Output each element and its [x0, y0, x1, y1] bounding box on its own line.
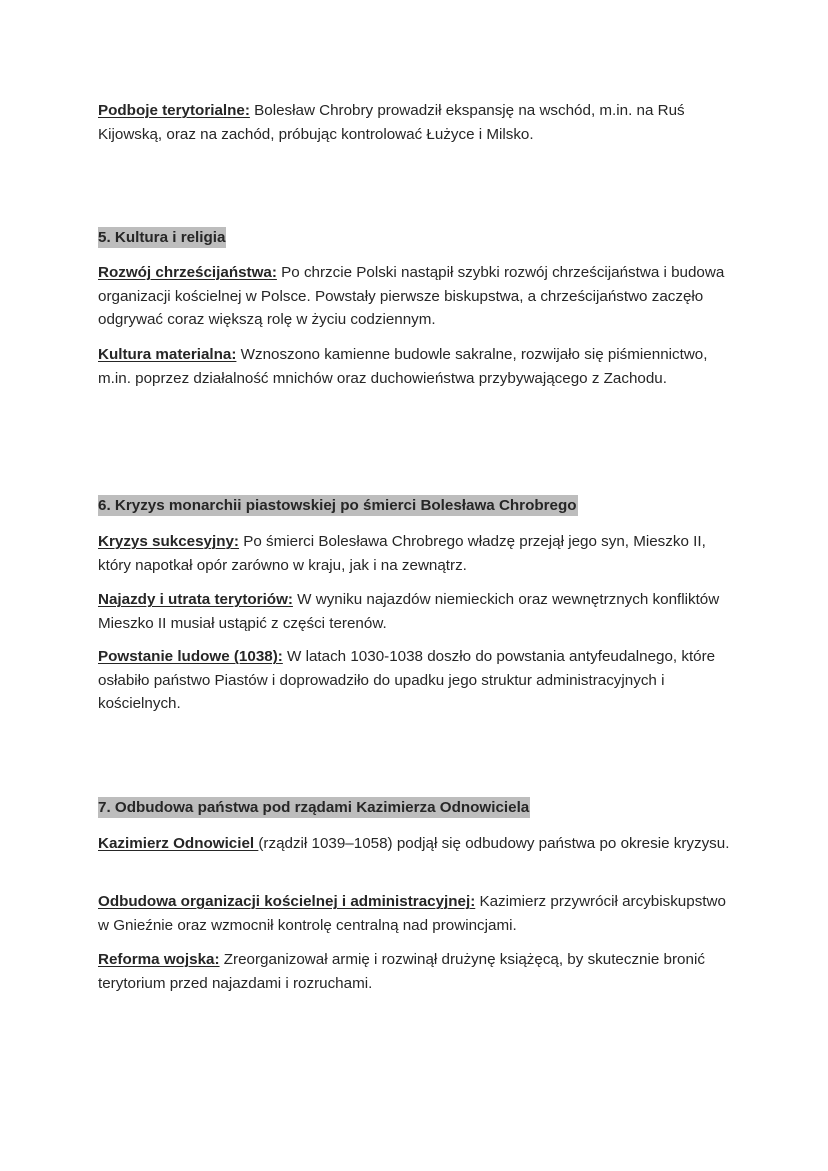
section-heading: 6. Kryzys monarchii piastowskiej po śmierci Bolesława Chrobrego [98, 497, 577, 514]
section-heading-7 [98, 797, 738, 818]
paragraph-item [98, 343, 738, 390]
section-heading: 5. Kultura i religia [98, 229, 226, 246]
paragraph-text: W latach 1030-1038 doszło do powstania antyfeudalnego, które osłabiło państwo Piastów i doprowadziło do upadku jego struktur administracyjnych i kościelnych. [98, 648, 716, 713]
paragraph-text: Bolesław Chrobry prowadził ekspansję na wschód, m.in. na Ruś Kijowską, oraz na zachód, próbując kontrolować Łużyce i Milsko. [98, 102, 685, 143]
intro-paragraph [98, 99, 738, 146]
paragraph-item [98, 645, 738, 716]
term-label: Kryzys sukcesyjny: [98, 533, 239, 550]
paragraph-text: Po chrzcie Polski nastąpił szybki rozwój chrześcijaństwa i budowa organizacji kościelnej w Polsce. Powstały pierwsze biskupstwa, a chrześcijaństwo zaczęło odgrywać coraz większą rolę w życiu codziennym. [98, 264, 725, 329]
section-heading-5 [98, 227, 738, 248]
section-heading-6 [98, 495, 738, 516]
paragraph-item [98, 261, 738, 332]
term-label: Najazdy i utrata terytoriów: [98, 591, 293, 608]
paragraph-text: Po śmierci Bolesława Chrobrego władzę przejął jego syn, Mieszko II, który napotkał opór zarówno w kraju, jak i na zewnątrz. [98, 533, 706, 574]
paragraph-text: (rządził 1039–1058) podjął się odbudowy państwa po okresie kryzysu. [258, 835, 730, 852]
term-label: Kultura materialna: [98, 346, 237, 363]
paragraph-item [98, 948, 738, 995]
term-label: Podboje terytorialne: [98, 102, 250, 119]
term-label: Odbudowa organizacji kościelnej i administracyjnej: [98, 893, 476, 910]
term-label: Reforma wojska: [98, 951, 220, 968]
paragraph-text: Wznoszono kamienne budowle sakralne, rozwijało się piśmiennictwo, m.in. poprzez działalność mnichów oraz duchowieństwa przybywającego z Zachodu. [98, 346, 708, 387]
paragraph-text: Zreorganizował armię i rozwinął drużynę książęcą, by skutecznie bronić terytorium przed najazdami i rozruchami. [98, 951, 705, 992]
term-label: Kazimierz Odnowiciel [98, 835, 259, 852]
section-heading: 7. Odbudowa państwa pod rządami Kazimierza Odnowiciela [98, 799, 530, 816]
paragraph-item [98, 832, 738, 856]
paragraph-item [98, 890, 738, 937]
paragraph-text: Kazimierz przywrócił arcybiskupstwo w Gnieźnie oraz wzmocnił kontrolę centralną nad prowincjami. [98, 893, 726, 934]
paragraph-text: W wyniku najazdów niemieckich oraz wewnętrznych konfliktów Mieszko II musiał ustąpić z części terenów. [98, 591, 720, 632]
term-label: Powstanie ludowe (1038): [98, 648, 283, 665]
term-label: Rozwój chrześcijaństwa: [98, 264, 277, 281]
paragraph-item [98, 530, 738, 577]
paragraph-item [98, 588, 738, 635]
